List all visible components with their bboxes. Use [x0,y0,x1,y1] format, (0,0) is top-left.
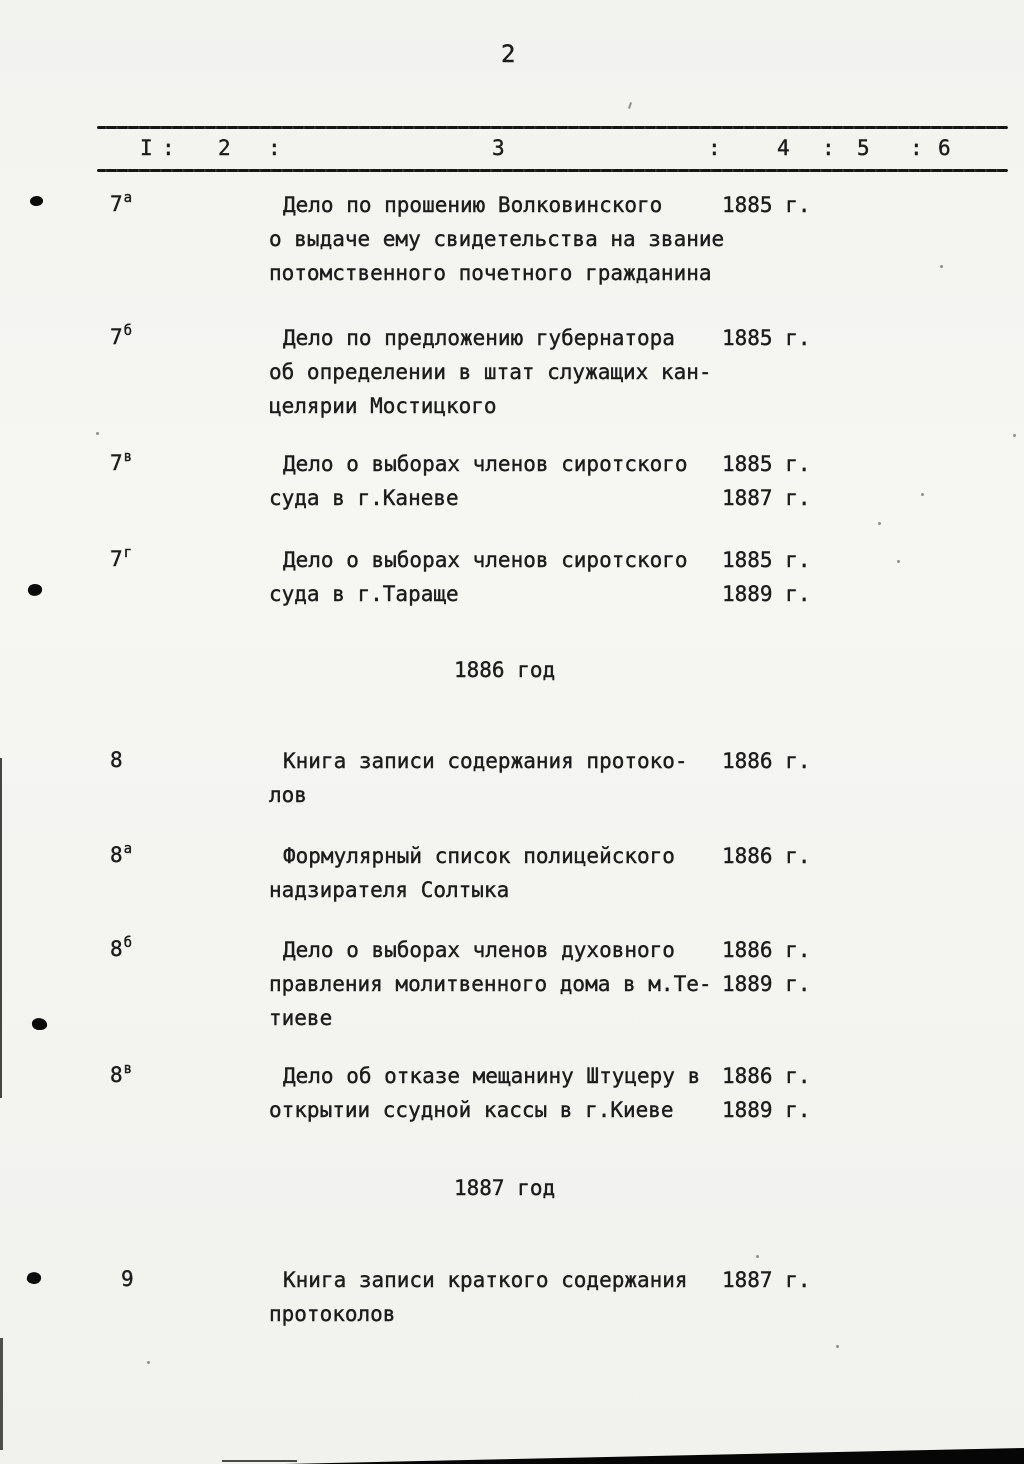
entry-number-suffix: а [123,190,133,206]
entry-description-line: об определении в штат служащих кан- [269,360,712,384]
page-number: 2 [501,40,516,68]
scan-speck [921,493,924,496]
column-separator: : [268,136,281,160]
entry-number: $7^в$ [110,449,133,475]
scan-speck [836,1345,839,1348]
entry-dates [722,1059,811,1127]
entry-description [269,1263,735,1331]
entry-date: 1889 г. [722,1098,811,1122]
entry-description [269,321,735,423]
entry-number-suffix: в [123,1061,133,1077]
entry-date: 1887 г. [722,486,811,510]
scan-speck [1013,434,1016,437]
entry-description [269,933,735,1035]
column-header-2: 2 [218,136,231,160]
entry-date: 1887 г. [722,1268,811,1292]
entry-date: 1885 г. [722,326,811,350]
entry-description-line: целярии Мостицкого [269,394,497,418]
scan-speck [628,102,632,109]
scan-edge-artifact [0,1338,3,1450]
column-header-3: 3 [492,136,505,160]
column-header-4: 4 [777,136,790,160]
entry-description [269,543,735,611]
entry-description-line: суда в г.Тараще [269,582,459,606]
entry-description-line: Дело по предложению губернатора [283,326,675,350]
entry-dates [722,447,811,515]
entry-dates [722,188,811,222]
scan-speck [940,265,943,268]
bottom-scan-bar [222,1460,297,1462]
ink-blob [32,1017,48,1030]
column-separator: : [822,136,835,160]
entry-description-line: потомственного почетного гражданина [269,261,712,285]
entry-date: 1889 г. [722,972,811,996]
entry-date: 1885 г. [722,193,811,217]
entry-dates [722,1263,811,1297]
scan-edge-artifact [0,758,2,1098]
entry-number: $7^б$ [110,323,133,349]
entry-number: $7^а$ [110,190,133,216]
entry-description-line: Дело о выборах членов сиротского [283,548,688,572]
column-header-6: 6 [938,136,951,160]
column-separator: : [910,136,923,160]
entry-description-line: Дело по прошению Волковинского [283,193,663,217]
ink-blob [26,1270,43,1285]
entry-number-suffix: а [123,841,133,857]
ink-blob [27,583,43,597]
table-header-rule-bottom [97,169,1008,172]
entry-description-line: Формулярный список полицейского [283,844,675,868]
entry-date: 1885 г. [722,548,811,572]
entry-dates [722,744,811,778]
entry-description-line: суда в г.Каневе [269,486,459,510]
entry-dates [722,839,811,873]
column-separator: : [162,136,175,160]
entry-dates [722,543,811,611]
column-header-1: I [140,136,153,160]
bottom-scan-bar [285,1448,1024,1464]
entry-description-line: Дело об отказе мещанину Штуцеру в [283,1064,701,1088]
entry-date: 1885 г. [722,452,811,476]
entry-description-line: Книга записи содержания протоко- [283,749,688,773]
column-separator: : [708,136,721,160]
entry-description-line: правления молитвенного дома в м.Те- [269,972,712,996]
entry-dates [722,933,811,1001]
entry-description [269,188,735,290]
scan-speck [878,522,881,525]
entry-description [269,744,735,812]
entry-number: $8^б$ [110,935,133,961]
entry-description-line: Книга записи краткого содержания [283,1268,688,1292]
entry-date: 1886 г. [722,749,811,773]
ink-blob [29,195,43,207]
entry-date: 1889 г. [722,582,811,606]
scan-speck [96,432,99,435]
entry-description-line: тиеве [269,1006,333,1030]
table-header-rule-top [97,126,1008,129]
entry-description-line: Дело о выборах членов духовного [283,938,675,962]
entry-number: $8^в$ [110,1061,133,1087]
section-heading-1886: 1886 год [454,658,556,682]
entry-dates [722,321,811,355]
entry-number: $8^а$ [110,841,133,867]
scan-speck [897,560,900,563]
entry-description-line: Дело о выборах членов сиротского [283,452,688,476]
entry-description-line: о выдаче ему свидетельства на звание [269,227,725,251]
entry-date: 1886 г. [722,1064,811,1088]
entry-date: 1886 г. [722,844,811,868]
entry-description-line: открытии ссудной кассы в г.Киеве [269,1098,674,1122]
entry-number: 9 [121,1267,134,1291]
entry-description [269,447,735,515]
entry-date: 1886 г. [722,938,811,962]
entry-description-line: надзирателя Солтыка [269,878,510,902]
entry-description-line: лов [269,783,307,807]
entry-description [269,839,735,907]
section-heading-1887: 1887 год [454,1176,556,1200]
entry-number-suffix: б [123,935,133,951]
entry-number: $7^г$ [110,545,133,571]
entry-description [269,1059,735,1127]
entry-description-line: протоколов [269,1302,396,1326]
scan-speck [147,1361,150,1364]
entry-number-suffix: б [123,323,133,339]
scan-speck [756,1255,759,1258]
entry-number: 8 [110,748,123,772]
entry-number-suffix: в [123,449,133,465]
entry-number-suffix: г [123,545,133,561]
column-header-5: 5 [857,136,870,160]
